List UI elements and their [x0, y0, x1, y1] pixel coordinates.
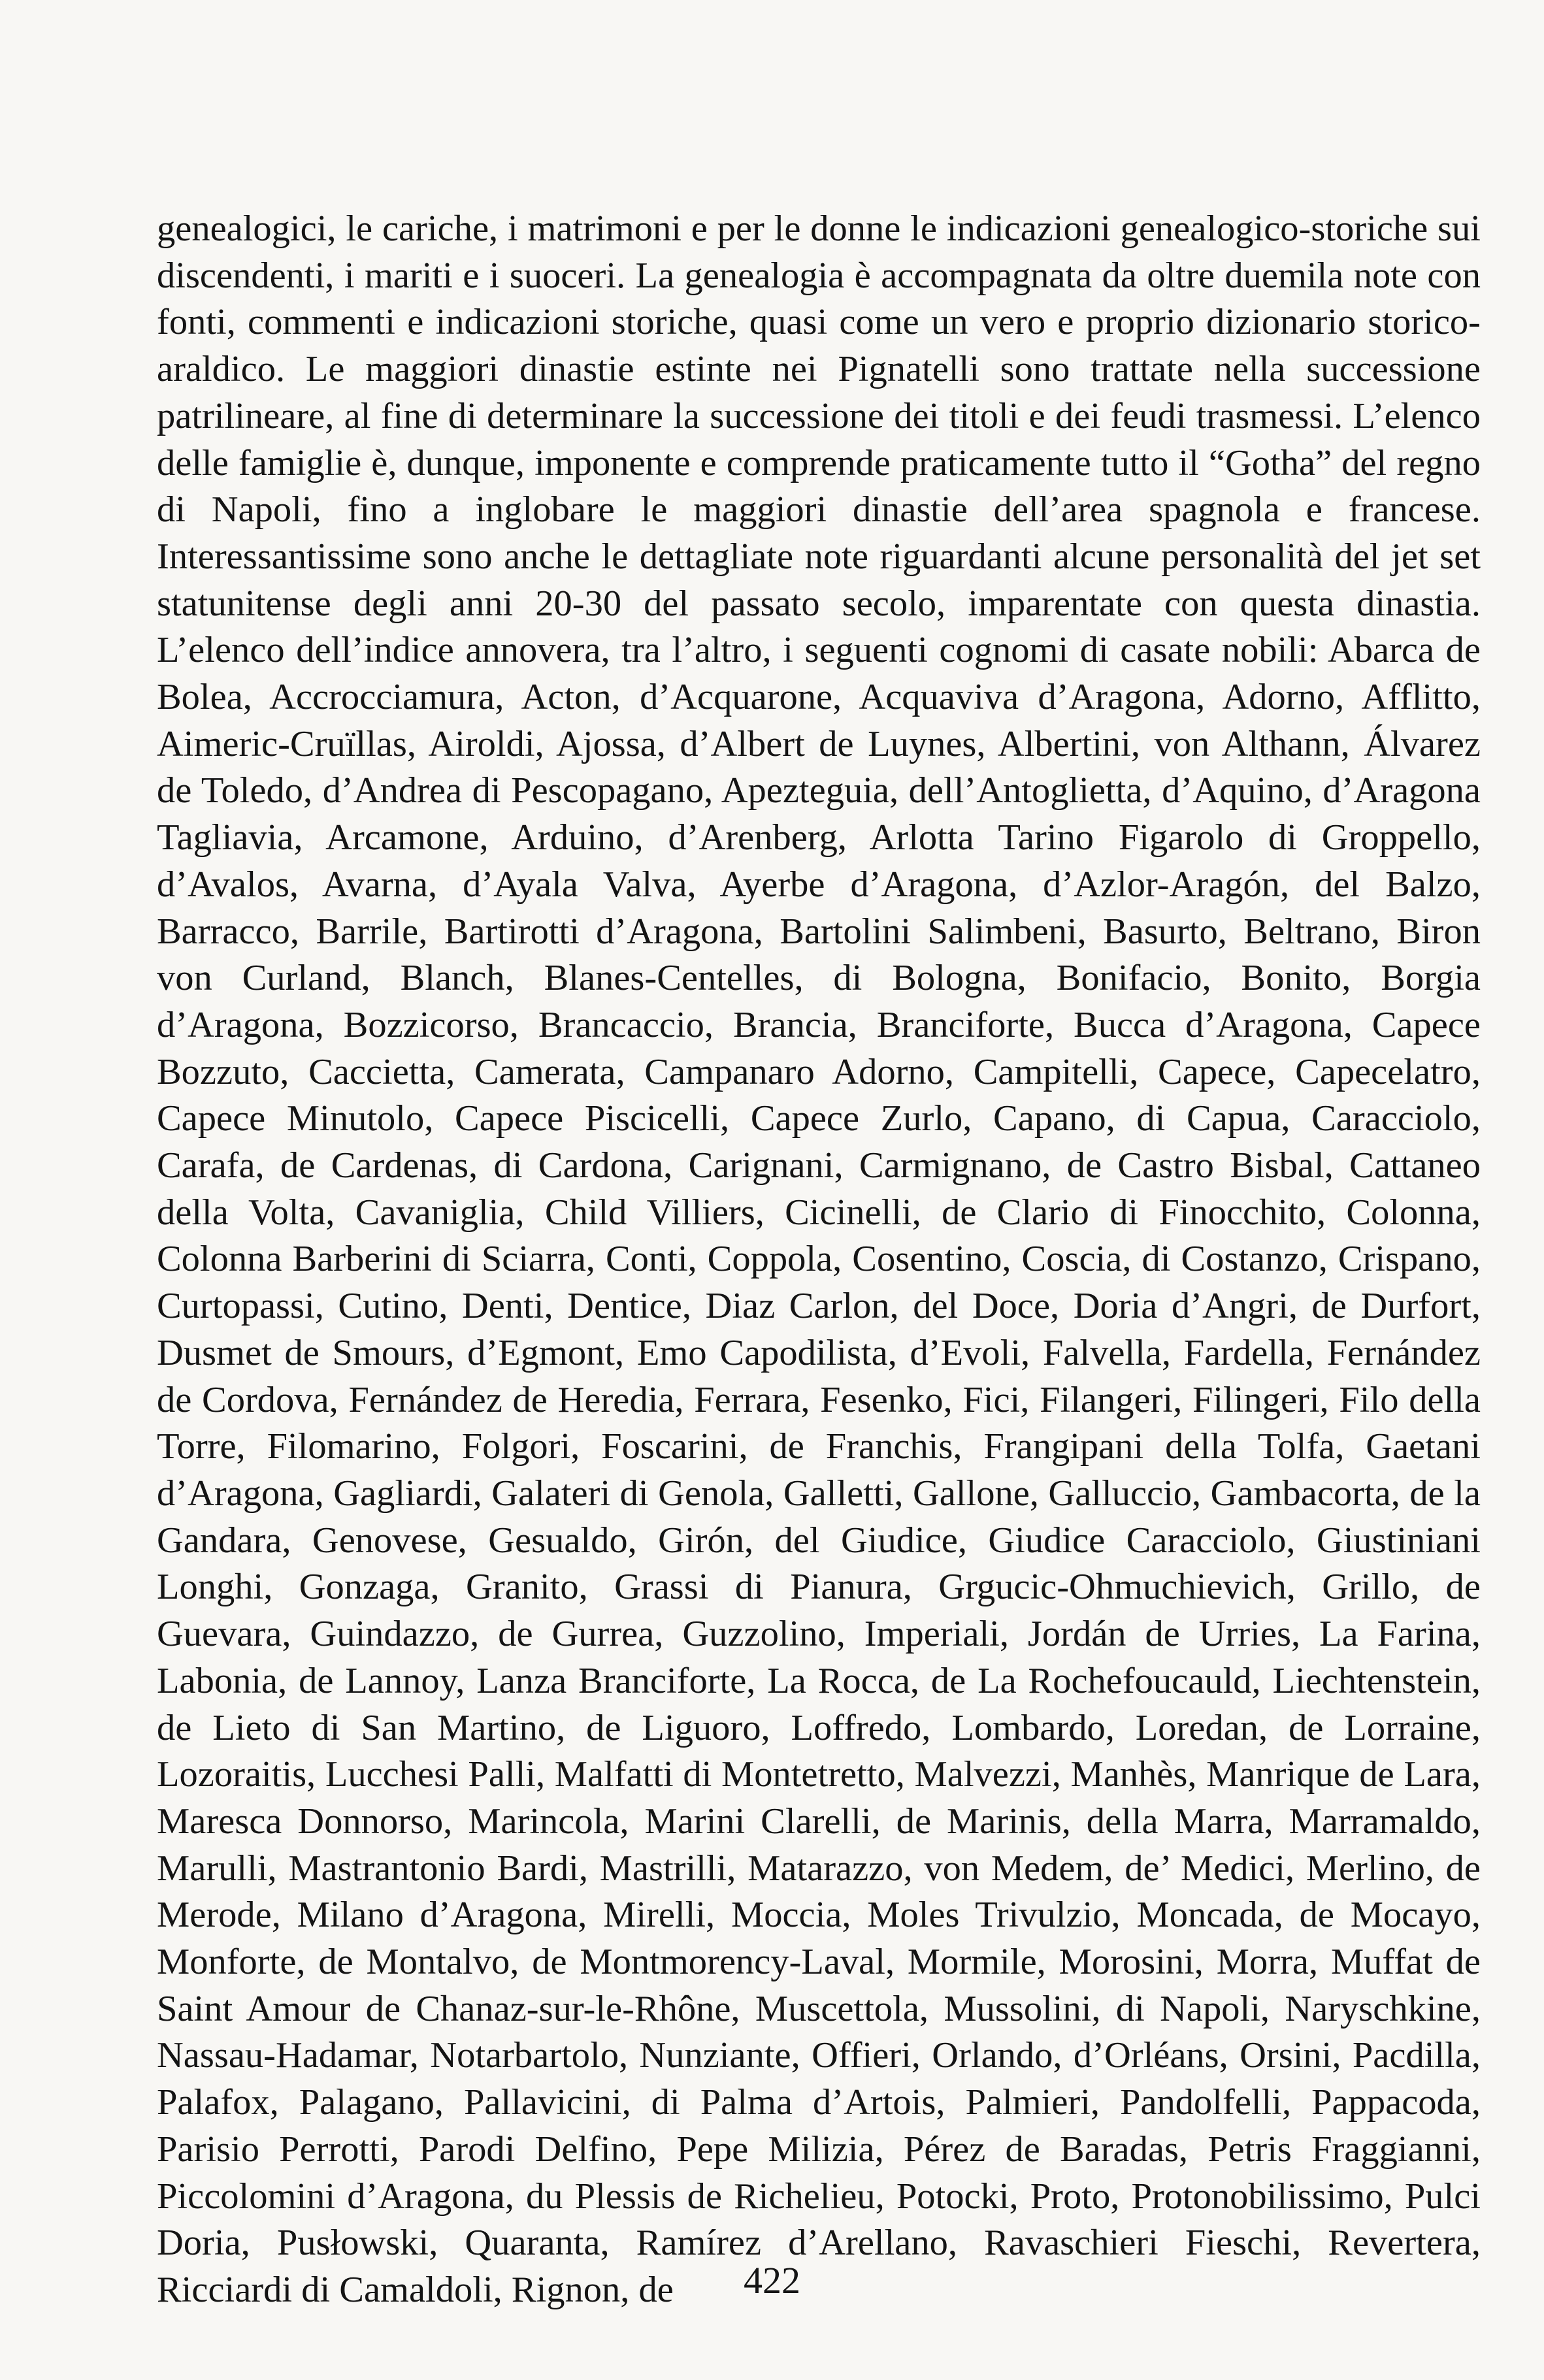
- page-number: 422: [744, 2259, 800, 2302]
- body-paragraph: genealogici, le cariche, i matrimoni e per le donne le indicazioni genealogico-storiche sui discendenti, i mariti e i suoceri. La genealogia è accompagnata da oltre duemila note con fonti, commenti e indicazioni storiche, quasi come un vero e proprio dizionario storico-araldico. Le maggiori dinastie estinte nei Pignatelli sono trattate nella successione patrilineare, al fine di determinare la successione dei titoli e dei feudi trasmessi. L’elenco delle famiglie è, dunque, imponente e comprende praticamente tutto il “Gotha” del regno di Napoli, fino a inglobare le maggiori dinastie dell’area spagnola e francese. Interessantissime sono anche le dettagliate note riguardanti alcune personalità del jet set statunitense degli anni 20-30 del passato secolo, imparentate con questa dinastia. L’elenco dell’indice annovera, tra l’altro, i seguenti cognomi di casate nobili: Abarca de Bolea, Accrocciamura, Acton, d’Acquarone, Acquaviva d’Aragona, Adorno, Afflitto, Aimeric-Cruïllas, Airoldi, Ajossa, d’Albert de Luynes, Albertini, von Althann, Álvarez de Toledo, d’Andrea di Pescopagano, Apezteguia, dell’Antoglietta, d’Aquino, d’Aragona Tagliavia, Arcamone, Arduino, d’Arenberg, Arlotta Tarino Figarolo di Groppello, d’Avalos, Avarna, d’Ayala Valva, Ayerbe d’Aragona, d’Azlor-Aragón, del Balzo, Barracco, Barrile, Bartirotti d’Aragona, Bartolini Salimbeni, Basurto, Beltrano, Biron von Curland, Blanch, Blanes-Centelles, di Bologna, Bonifacio, Bonito, Borgia d’Aragona, Bozzicorso, Brancaccio, Brancia, Branciforte, Bucca d’Aragona, Capece Bozzuto, Caccietta, Camerata, Campanaro Adorno, Campitelli, Capece, Capecelatro, Capece Minutolo, Capece Piscicelli, Capece Zurlo, Capano, di Capua, Caracciolo, Carafa, de Cardenas, di Cardona, Carignani, Carmignano, de Castro Bisbal, Cattaneo della Volta, Cavaniglia, Child Villiers, Cicinelli, de Clario di Finocchito, Colonna, Colonna Barberini di Sciarra, Conti, Coppola, Cosentino, Coscia, di Costanzo, Crispano, Curtopassi, Cutino, Denti, Dentice, Diaz Carlon, del Doce, Doria d’Angri, de Durfort, Dusmet de Smours, d’Egmont, Emo Capodilista, d’Evoli, Falvella, Fardella, Fernández de Cordova, Fernández de Heredia, Ferrara, Fesenko, Fici, Filangeri, Filingeri, Filo della Torre, Filomarino, Folgori, Foscarini, de Franchis, Frangipani della Tolfa, Gaetani d’Aragona, Gagliardi, Galateri di Genola, Galletti, Gallone, Galluccio, Gambacorta, de la Gandara, Genovese, Gesualdo, Girón, del Giudice, Giudice Caracciolo, Giustiniani Longhi, Gonzaga, Granito, Grassi di Pianura, Grgucic-Ohmuchievich, Grillo, de Guevara, Guindazzo, de Gurrea, Guzzolino, Imperiali, Jordán de Urries, La Farina, Labonia, de Lannoy, Lanza Branciforte, La Rocca, de La Rochefoucauld, Liechtenstein, de Lieto di San Martino, de Liguoro, Loffredo, Lombardo, Loredan, de Lorraine, Lozoraitis, Lucchesi Palli, Malfatti di Montetretto, Malvezzi, Manhès, Manrique de Lara, Maresca Donnorso, Marincola, Marini Clarelli, de Marinis, della Marra, Marramaldo, Marulli, Mastrantonio Bardi, Mastrilli, Matarazzo, von Medem, de’ Medici, Merlino, de Merode, Milano d’Aragona, Mirelli, Moccia, Moles Trivulzio, Moncada, de Mocayo, Monforte, de Montalvo, de Montmorency-Laval, Mormile, Morosini, Morra, Muffat de Saint Amour de Chanaz-sur-le-Rhône, Muscettola, Mussolini, di Napoli, Naryschkine, Nassau-Hadamar, Notarbartolo, Nunziante, Offieri, Orlando, d’Orléans, Orsini, Pacdilla, Palafox, Palagano, Pallavicini, di Palma d’Artois, Palmieri, Pandolfelli, Pappacoda, Parisio Perrotti, Parodi Delfino, Pepe Milizia, Pérez de Baradas, Petris Fraggianni, Piccolomini d’Aragona, du Plessis de Richelieu, Potocki, Proto, Protonobilissimo, Pulci Doria, Pusłowski, Quaranta, Ramírez d’Arellano, Ravaschieri Fieschi, Revertera, Ricciardi di Camaldoli, Rignon, de: [157, 208, 1481, 2310]
